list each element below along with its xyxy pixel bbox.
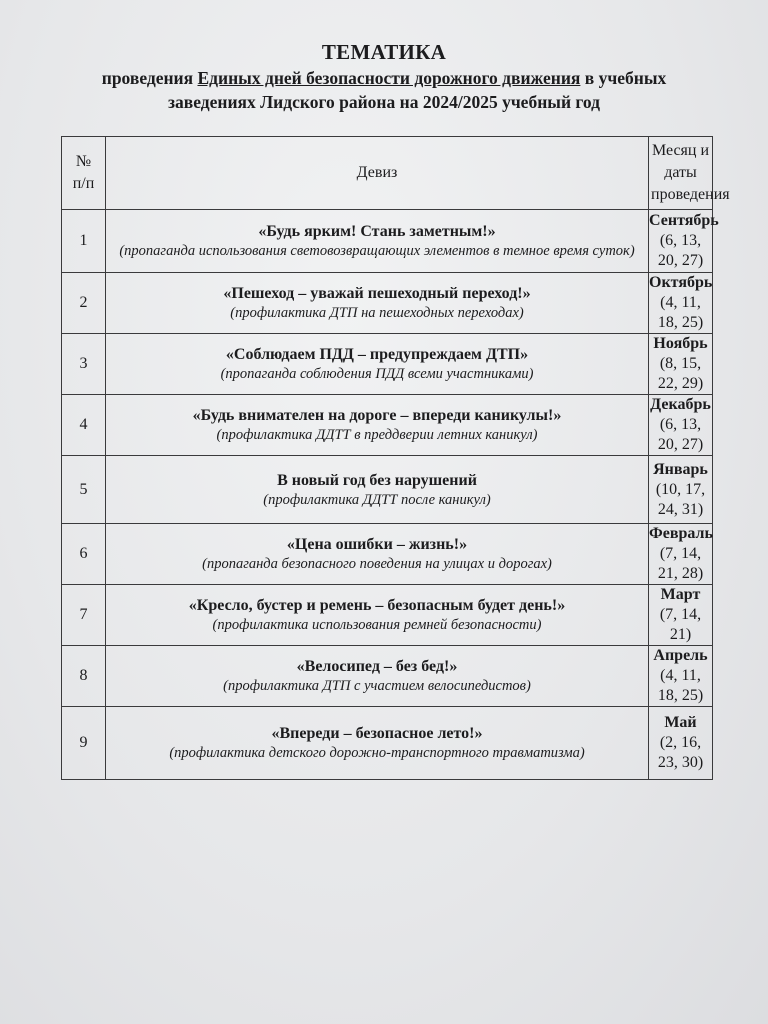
month-cell xyxy=(649,210,719,273)
month-cell xyxy=(649,646,713,707)
motto-description: (профилактика ДДТТ в преддверии летних каникул) xyxy=(216,427,538,443)
motto-title: «Впереди – безопасное лето!» xyxy=(271,725,483,742)
month-name: Декабрь xyxy=(650,396,711,413)
month-dates: (8, 15, 22, 29) xyxy=(657,355,704,392)
month-dates: (6, 13, 20, 27) xyxy=(657,416,704,453)
month-cell xyxy=(649,273,713,334)
motto-description: (профилактика использования ремней безопасности) xyxy=(212,617,542,633)
subtitle-prefix: проведения xyxy=(101,68,198,88)
motto-cell xyxy=(106,524,649,585)
table-row xyxy=(62,273,713,334)
row-number: 7 xyxy=(62,585,106,646)
month-name: Сентябрь xyxy=(649,212,719,229)
month-name: Май xyxy=(664,714,697,731)
month-cell xyxy=(649,395,713,456)
motto-cell xyxy=(106,210,649,273)
row-number: 2 xyxy=(62,273,106,334)
month-name: Октябрь xyxy=(649,274,713,291)
header-motto: Девиз xyxy=(106,137,649,210)
month-cell xyxy=(649,585,713,646)
month-dates: (6, 13, 20, 27) xyxy=(657,232,704,269)
row-number: 6 xyxy=(62,524,106,585)
table-row xyxy=(62,334,713,395)
month-dates: (2, 16, 23, 30) xyxy=(657,734,704,771)
motto-cell xyxy=(106,273,649,334)
table-row xyxy=(62,456,713,524)
motto-title: «Будь внимателен на дороге – впереди каникулы!» xyxy=(192,407,562,424)
row-number: 4 xyxy=(62,395,106,456)
month-name: Январь xyxy=(653,460,708,478)
motto-cell xyxy=(106,585,649,646)
month-name: Март xyxy=(660,586,701,603)
table-row xyxy=(62,395,713,456)
header-num-text: № п/п xyxy=(72,153,95,192)
motto-title: «Велосипед – без бед!» xyxy=(296,658,458,675)
subtitle-underlined-phrase: Единых дней безопасности дорожного движения xyxy=(197,68,581,88)
motto-description: (пропаганда соблюдения ПДД всеми участниками) xyxy=(220,366,534,382)
row-number: 5 xyxy=(62,456,106,524)
motto-description: (профилактика ДТП на пешеходных переходах) xyxy=(230,305,524,321)
subtitle-suffix: в учебных xyxy=(580,68,667,88)
motto-title: «Будь ярким! Стань заметным!» xyxy=(258,223,496,240)
table-row xyxy=(62,707,713,780)
table-row xyxy=(62,585,713,646)
motto-title: «Пешеход – уважай пешеходный переход!» xyxy=(223,285,531,302)
month-dates: (4, 11, 18, 25) xyxy=(657,667,704,704)
row-number: 8 xyxy=(62,646,106,707)
table-header-row xyxy=(62,137,713,210)
month-dates: (4, 11, 18, 25) xyxy=(657,294,704,331)
motto-title: «Соблюдаем ПДД – предупреждаем ДТП» xyxy=(225,346,529,363)
month-dates: (7, 14, 21, 28) xyxy=(657,545,704,582)
month-cell xyxy=(649,456,713,524)
month-name: Апрель xyxy=(653,647,708,664)
motto-title: В новый год без нарушений xyxy=(277,471,477,489)
month-name: Ноябрь xyxy=(653,335,708,352)
document-subtitle-line-2: заведениях Лидского района на 2024/2025 учебный год xyxy=(167,92,601,112)
motto-cell xyxy=(106,456,649,524)
motto-cell xyxy=(106,707,649,780)
motto-description: (пропаганда использования световозвращающих элементов в темное время суток) xyxy=(119,243,635,259)
header-month xyxy=(649,137,730,210)
month-cell xyxy=(649,334,713,395)
month-cell xyxy=(649,524,713,585)
row-number: 1 xyxy=(62,210,106,273)
motto-description: (профилактика детского дорожно-транспортного травматизма) xyxy=(169,745,585,761)
document-title: ТЕМАТИКА xyxy=(321,40,447,64)
motto-cell xyxy=(106,334,649,395)
motto-cell xyxy=(106,646,649,707)
document-subtitle-line-1 xyxy=(0,68,768,89)
motto-cell xyxy=(106,395,649,456)
month-name: Февраль xyxy=(649,525,713,542)
table-body xyxy=(62,210,719,780)
header-month-text: Месяц и даты проведения xyxy=(651,142,730,203)
header-num xyxy=(62,137,106,210)
schedule-table xyxy=(61,136,730,780)
motto-description: (пропаганда безопасного поведения на улицах и дорогах) xyxy=(202,556,552,572)
month-dates: (7, 14, 21) xyxy=(659,606,702,643)
month-dates: (10, 17, 24, 31) xyxy=(655,480,706,518)
row-number: 3 xyxy=(62,334,106,395)
table-row xyxy=(62,646,713,707)
row-number: 9 xyxy=(62,707,106,780)
month-cell xyxy=(649,707,713,780)
table-row xyxy=(62,524,713,585)
motto-title: «Кресло, бустер и ремень – безопасным будет день!» xyxy=(188,597,566,614)
motto-title: «Цена ошибки – жизнь!» xyxy=(286,536,468,553)
motto-description: (профилактика ДТП с участием велосипедистов) xyxy=(223,678,531,694)
table-row xyxy=(62,210,713,273)
motto-description: (профилактика ДДТТ после каникул) xyxy=(263,491,491,508)
